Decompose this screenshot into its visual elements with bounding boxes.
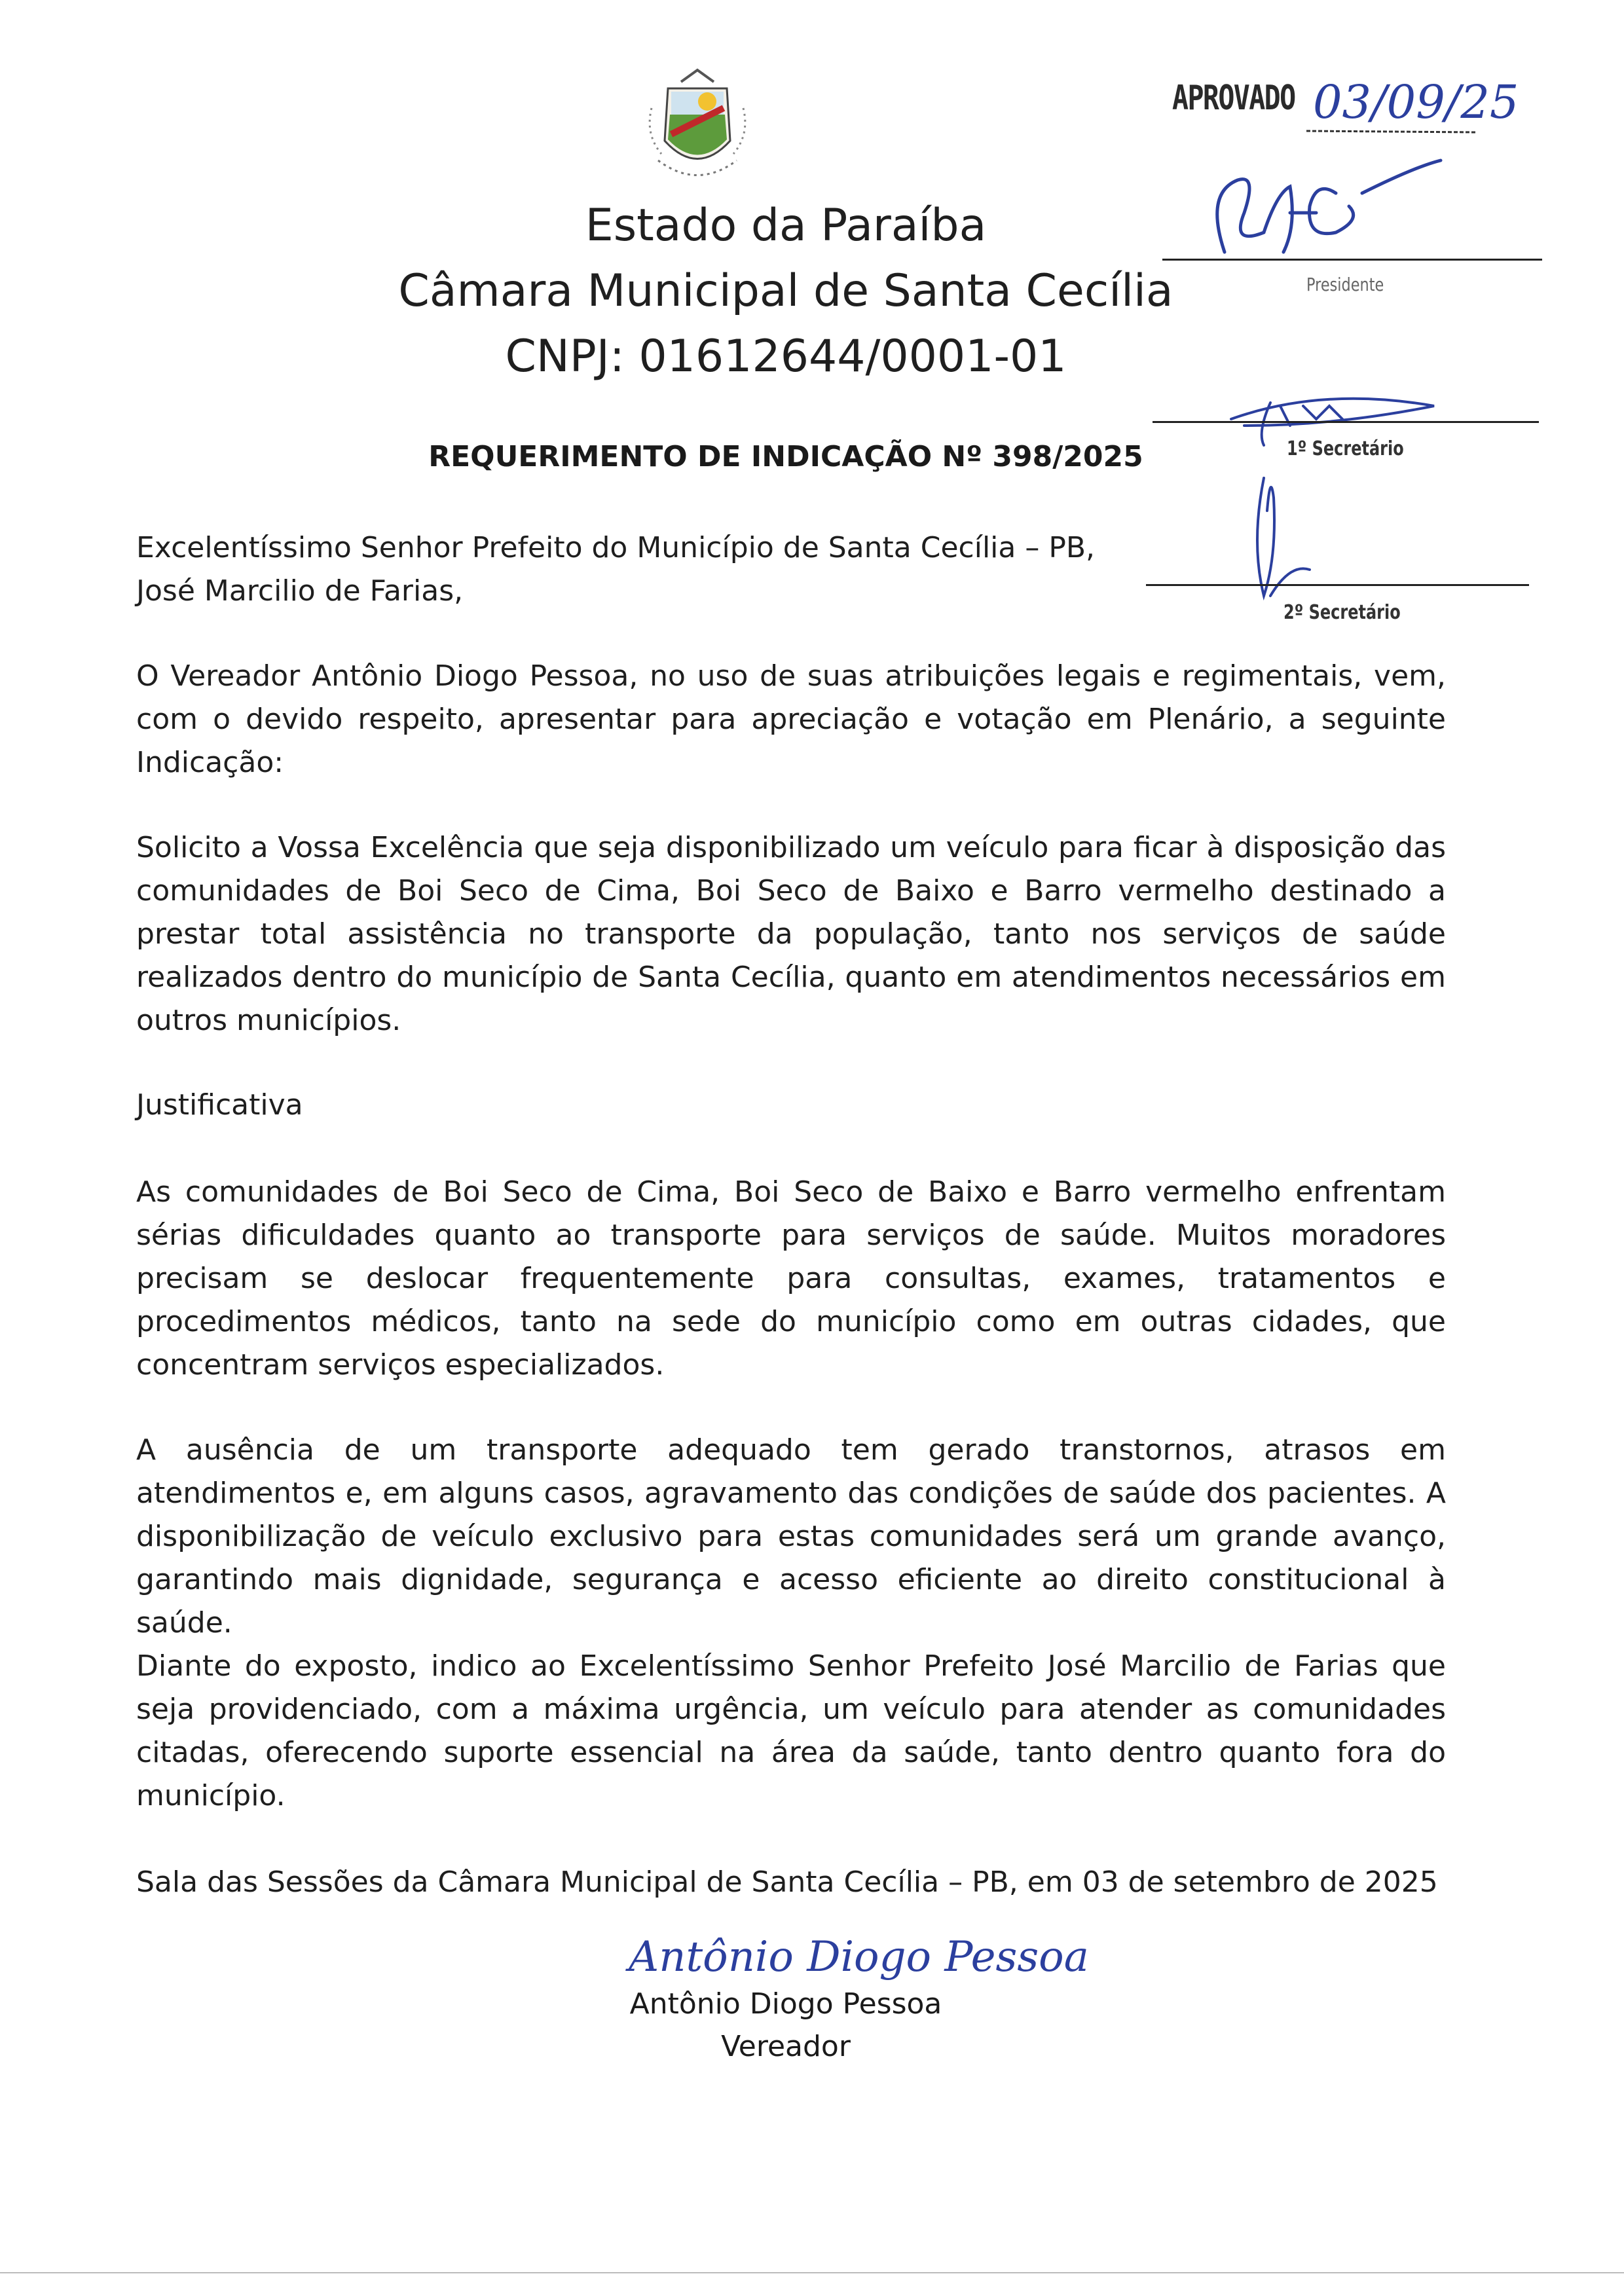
signer-name: Antônio Diogo Pessoa: [629, 1987, 942, 2021]
state-heading: Estado da Paraíba: [585, 200, 987, 251]
councillor-signature-text: Antônio Diogo Pessoa: [629, 1933, 1089, 1981]
justification-paragraph-3: Diante do exposto, indico ao Excelentíssimo Senhor Prefeito José Marcilio de Farias que seja providenciado, com a máxima urgência, um veículo para atender as comunidades citadas, oferecendo suporte essencial na área da saúde, tanto dentro quanto fora do município.: [136, 1649, 1446, 1812]
document-title: REQUERIMENTO DE INDICAÇÃO Nº 398/2025: [428, 440, 1143, 473]
intro-paragraph: O Vereador Antônio Diogo Pessoa, no uso de suas atribuições legais e regimentais, vem, com o devido respeito, apresentar para apreciação e votação em Plenário, a seguinte Indicação:: [136, 659, 1446, 779]
request-paragraph: Solicito a Vossa Excelência que seja disponibilizado um veículo para ficar à disposição das comunidades de Boi Seco de Cima, Boi Seco de Baixo e Barro vermelho destinado a prestar total assistência no transporte da população, tanto nos serviços de saúde realizados dentro do município de Santa Cecília, quanto em atendimentos necessários em outros municípios.: [136, 831, 1446, 1037]
councillor-signature: [622, 1919, 1089, 1997]
president-label: Presidente: [1306, 274, 1384, 295]
cnpj-line: CNPJ: 01612644/0001-01: [505, 331, 1067, 382]
justification-paragraph-2: A ausência de um transporte adequado tem gerado transtornos, atrasos em atendimentos e, em alguns casos, agravamento das condições de saúde dos pacientes. A disponibilização de veículo exclusivo para estas comunidades será um grande avanço, garantindo mais dignidade, segurança e acesso eficiente ao direito constitucional à saúde.: [136, 1433, 1446, 1640]
first-secretary-rule: [1153, 421, 1539, 423]
addressee-line-2: José Marcilio de Farias,: [136, 574, 464, 608]
first-secretary-label: 1º Secretário: [1287, 437, 1404, 460]
justification-paragraph-1: As comunidades de Boi Seco de Cima, Boi Seco de Baixo e Barro vermelho enfrentam sérias dificuldades quanto ao transporte para serviços de saúde. Muitos moradores precisam se deslocar frequentemente para consultas, exames, tratamentos e procedimentos médicos, tanto na sede do município como em outras cidades, que concentram serviços especializados.: [136, 1175, 1446, 1382]
approved-date-text: 03/09/25: [1313, 75, 1519, 129]
approved-date-handwriting: [1306, 72, 1581, 144]
president-rule: [1162, 259, 1542, 261]
second-secretary-label: 2º Secretário: [1283, 601, 1401, 624]
closing-line: Sala das Sessões da Câmara Municipal de Santa Cecília – PB, em 03 de setembro de 2025: [136, 1865, 1438, 1899]
chamber-heading: Câmara Municipal de Santa Cecília: [398, 265, 1173, 317]
justification-heading: Justificativa: [136, 1088, 303, 1122]
addressee-line-1: Excelentíssimo Senhor Prefeito do Município de Santa Cecília – PB,: [136, 531, 1096, 564]
approved-stamp-label: APROVADO: [1172, 79, 1295, 118]
page-bottom-edge: [0, 2272, 1624, 2273]
municipal-crest-icon: [632, 62, 763, 193]
signer-role: Vereador: [721, 2030, 851, 2063]
